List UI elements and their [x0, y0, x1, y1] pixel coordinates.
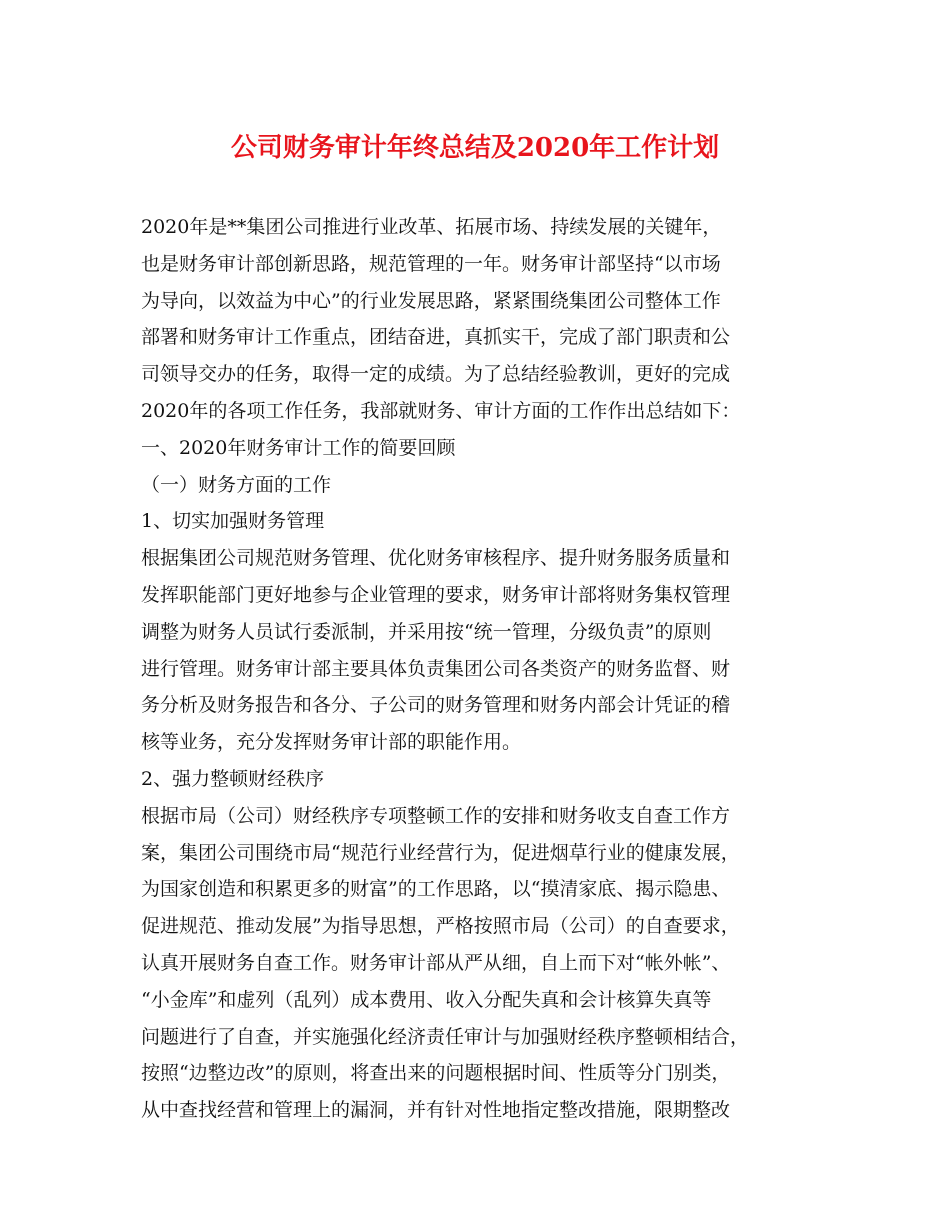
document-body	[141, 209, 821, 1129]
body-line: 部署和财务审计工作重点，团结奋进，真抓实干，完成了部门职责和公	[141, 326, 731, 349]
body-line: 务分析及财务报告和各分、子公司的财务管理和财务内部会计凭证的稽	[141, 694, 731, 717]
body-line: 2020年是**集团公司推进行业改革、拓展市场、持续发展的关键年，	[141, 216, 722, 238]
body-line: 为国家创造和积累更多的财富”的工作思路，以“摸清家底、揭示隐患、	[141, 878, 731, 901]
body-line: 调整为财务人员试行委派制，并采用按“统一管理，分级负责”的原则	[141, 620, 712, 643]
body-line: 案，集团公司围绕市局“规范行业经营行为，促进烟草行业的健康发展，	[141, 841, 740, 864]
body-line: 从中查找经营和管理上的漏洞，并有针对性地指定整改措施，限期整改	[141, 1099, 731, 1122]
body-line: 根据集团公司规范财务管理、优化财务审核程序、提升财务服务质量和	[141, 547, 731, 570]
body-line: 司领导交办的任务，取得一定的成绩。为了总结经验教训，更好的完成	[141, 363, 731, 386]
body-line: “小金库”和虚列（乱列）成本费用、收入分配失真和会计核算失真等	[141, 988, 712, 1011]
body-line: 认真开展财务自查工作。财务审计部从严从细，自上而下对“帐外帐”、	[141, 951, 731, 974]
body-line: 按照“边整边改”的原则，将查出来的问题根据时间、性质等分门别类，	[141, 1062, 731, 1085]
document-title: 公司财务审计年终总结及2020年工作计划	[230, 133, 720, 163]
body-line: 进行管理。财务审计部主要具体负责集团公司各类资产的财务监督、财	[141, 657, 731, 680]
body-line: 为导向，以效益为中心”的行业发展思路，紧紧围绕集团公司整体工作	[141, 289, 721, 312]
subsection-heading: （一）财务方面的工作	[141, 473, 332, 496]
body-line: 发挥职能部门更好地参与企业管理的要求，财务审计部将财务集权管理	[141, 583, 731, 606]
item-heading: 1、切实加强财务管理	[141, 510, 325, 533]
body-line: 2020年的各项工作任务，我部就财务、审计方面的工作作出总结如下：	[141, 399, 741, 422]
body-line: 也是财务审计部创新思路，规范管理的一年。财务审计部坚持“以市场	[141, 252, 721, 275]
body-line: 根据市局（公司）财经秩序专项整顿工作的安排和财务收支自查工作方	[141, 804, 731, 827]
item-heading: 2、强力整顿财经秩序	[141, 767, 325, 790]
body-line: 促进规范、推动发展”为指导思想，严格按照市局（公司）的自查要求，	[141, 915, 740, 938]
body-line: 问题进行了自查，并实施强化经济责任审计与加强财经秩序整顿相结合，	[141, 1025, 750, 1048]
section-heading: 一、2020年财务审计工作的简要回顾	[141, 436, 456, 459]
body-line: 核等业务，充分发挥财务审计部的职能作用。	[141, 731, 522, 754]
